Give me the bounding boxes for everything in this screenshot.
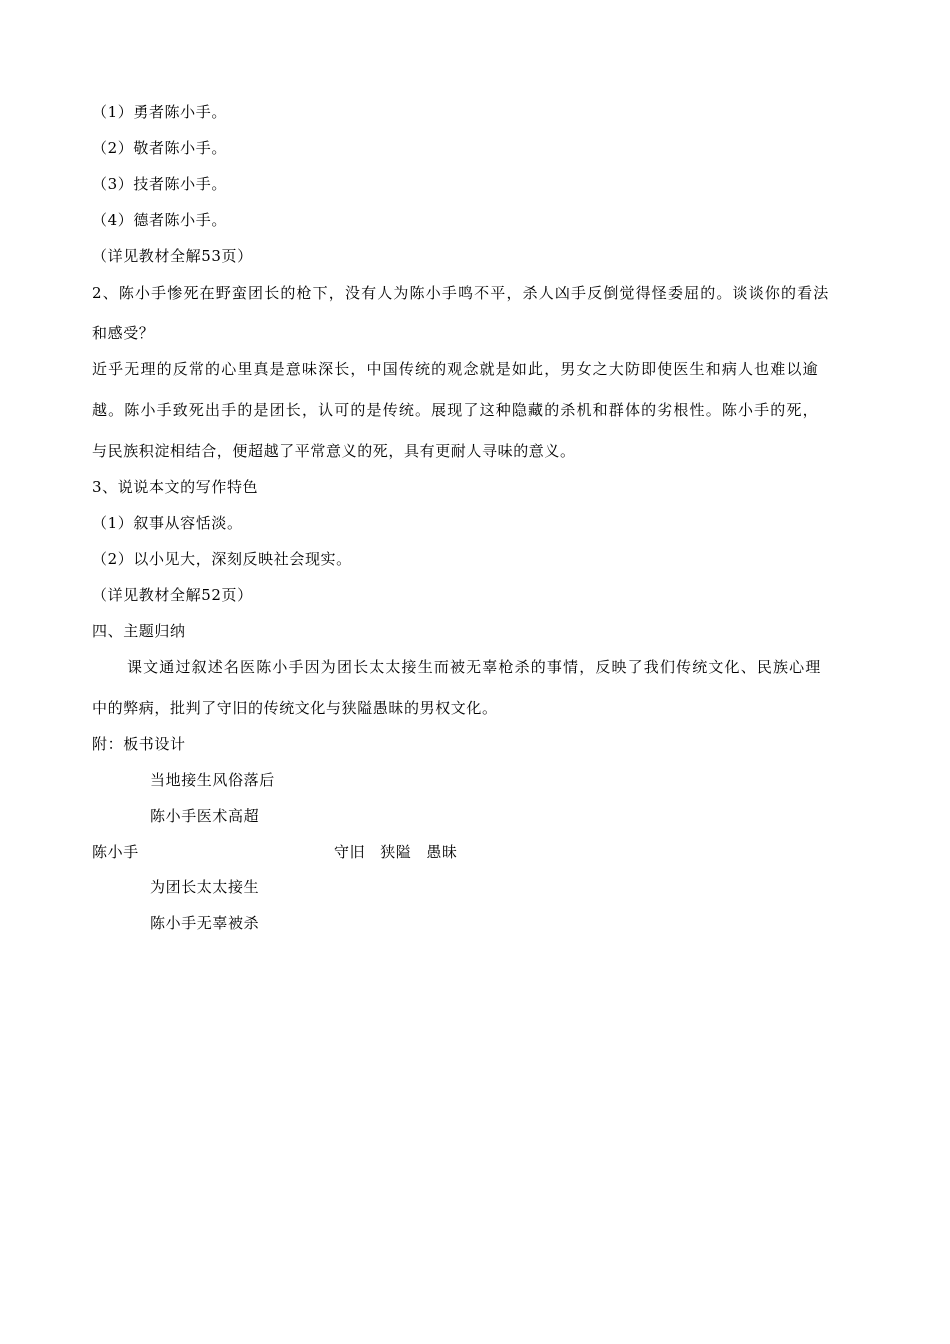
reference-note-52: （详见教材全解52页） (92, 586, 253, 604)
appendix-heading: 附：板书设计 (92, 735, 186, 753)
board-keyword-3: 愚昧 (426, 843, 458, 861)
answer-2-line-3: 与民族积淀相结合，便超越了平常意义的死，具有更耐人寻味的意义。 (92, 442, 576, 460)
theme-para-line-1: 课文通过叙述名医陈小手因为团长太太接生而被无辜枪杀的事情，反映了我们传统文化、民族心理 (127, 658, 822, 676)
point-brave: （1）勇者陈小手。 (92, 103, 227, 121)
answer-2-line-2: 越。陈小手致死出手的是团长，认可的是传统。展现了这种隐藏的杀机和群体的劣根性。陈小手的死， (92, 401, 819, 419)
board-item-2: 陈小手医术高超 (150, 807, 260, 825)
board-center-left: 陈小手 (92, 843, 139, 861)
theme-para-line-2: 中的弊病，批判了守旧的传统文化与狭隘愚昧的男权文化。 (92, 699, 498, 717)
board-item-3: 为团长太太接生 (150, 878, 260, 896)
board-center-right (334, 842, 473, 862)
answer-2-line-1: 近乎无理的反常的心里真是意味深长，中国传统的观念就是如此，男女之大防即使医生和病人也难以逾 (92, 360, 819, 378)
feature-2: （2）以小见大，深刻反映社会现实。 (92, 550, 352, 568)
reference-note-53: （详见教材全解53页） (92, 247, 253, 265)
question-2-line-1: 2、陈小手惨死在野蛮团长的枪下，没有人为陈小手鸣不平，杀人凶手反倒觉得怪委屈的。谈谈你的看法 (92, 284, 830, 302)
board-keyword-2: 狭隘 (380, 843, 412, 861)
board-item-4: 陈小手无辜被杀 (150, 914, 260, 932)
board-keyword-1: 守旧 (334, 843, 366, 861)
point-respectful: （2）敬者陈小手。 (92, 139, 227, 157)
section-4-heading: 四、主题归纳 (92, 622, 186, 640)
question-2-line-2: 和感受？ (92, 324, 155, 342)
board-item-1: 当地接生风俗落后 (150, 771, 275, 789)
point-skilled: （3）技者陈小手。 (92, 175, 227, 193)
feature-1: （1）叙事从容恬淡。 (92, 514, 243, 532)
question-3: 3、说说本文的写作特色 (92, 478, 259, 496)
point-virtuous: （4）德者陈小手。 (92, 211, 227, 229)
